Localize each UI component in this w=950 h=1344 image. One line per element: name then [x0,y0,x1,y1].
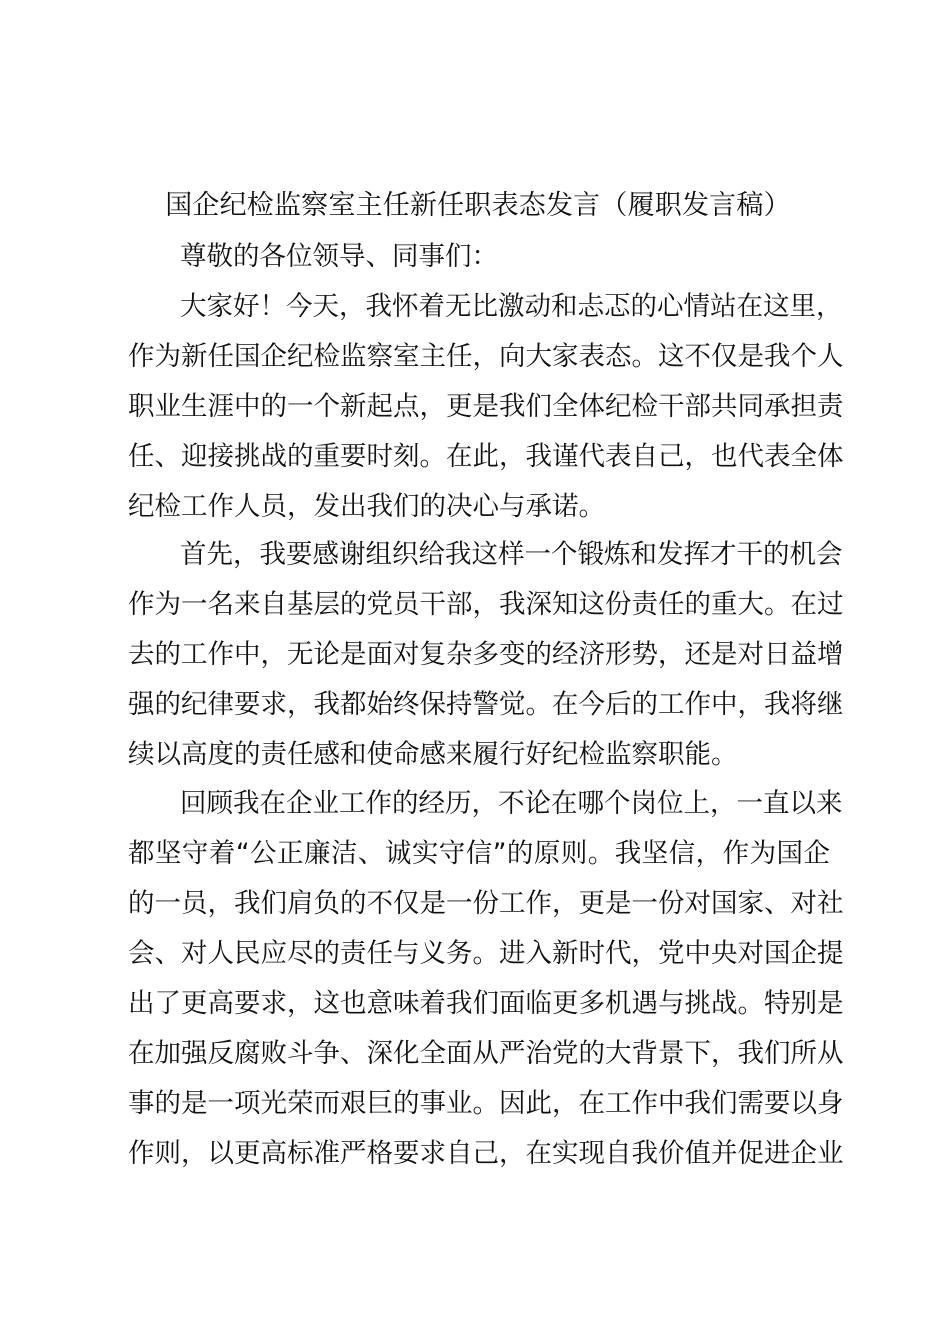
paragraph-line: 续以高度的责任感和使命感来履行好纪检监察职能。 [128,739,738,770]
paragraph-line: 会、对人民应尽的责任与义务。进入新时代，党中央对国企提 [128,938,844,969]
paragraph-line: 纪检工作人员，发出我们的决心与承诺。 [128,491,605,522]
salutation: 尊敬的各位领导、同事们： [180,241,498,272]
paragraph-line: 作则，以更高标准严格要求自己，在实现自我价值并促进企业 [128,1138,844,1169]
paragraph-line: 去的工作中，无论是面对复杂多变的经济形势，还是对日益增 [128,639,844,670]
paragraph-line: 在加强反腐败斗争、深化全面从严治党的大背景下，我们所从 [128,1038,844,1069]
paragraph-line: 作为一名来自基层的党员干部，我深知这份责任的重大。在过 [128,589,844,620]
document-title: 国企纪检监察室主任新任职表态发言（履职发言稿） [165,190,791,221]
salutation-block [128,232,830,282]
paragraph-line: 的一员，我们肩负的不仅是一份工作，更是一份对国家、对社 [128,888,844,919]
paragraph-line: 任、迎接挑战的重要时刻。在此，我谨代表自己，也代表全体 [128,441,844,472]
paragraph-line: 作为新任国企纪检监察室主任，向大家表态。这不仅是我个人 [128,341,844,372]
paragraph-line: 强的纪律要求，我都始终保持警觉。在今后的工作中，我将继 [128,689,844,720]
paragraph-1 [128,282,844,532]
paragraph-2 [128,530,844,780]
paragraph-line: 首先，我要感谢组织给我这样一个锻炼和发挥才干的机会 [180,539,843,570]
paragraph-3 [128,779,844,1179]
paragraph-line: 回顾我在企业工作的经历，不论在哪个岗位上，一直以来 [180,788,843,819]
paragraph-line: 大家好！今天，我怀着无比激动和忐忑的心情站在这里， [180,291,843,322]
paragraph-line: 事的是一项光荣而艰巨的事业。因此，在工作中我们需要以身 [128,1088,844,1119]
paragraph-line: 职业生涯中的一个新起点，更是我们全体纪检干部共同承担责 [128,391,844,422]
paragraph-line: 出了更高要求，这也意味着我们面临更多机遇与挑战。特别是 [128,988,844,1019]
paragraph-line: 都坚守着“公正廉洁、诚实守信”的原则。我坚信，作为国企 [128,838,830,869]
